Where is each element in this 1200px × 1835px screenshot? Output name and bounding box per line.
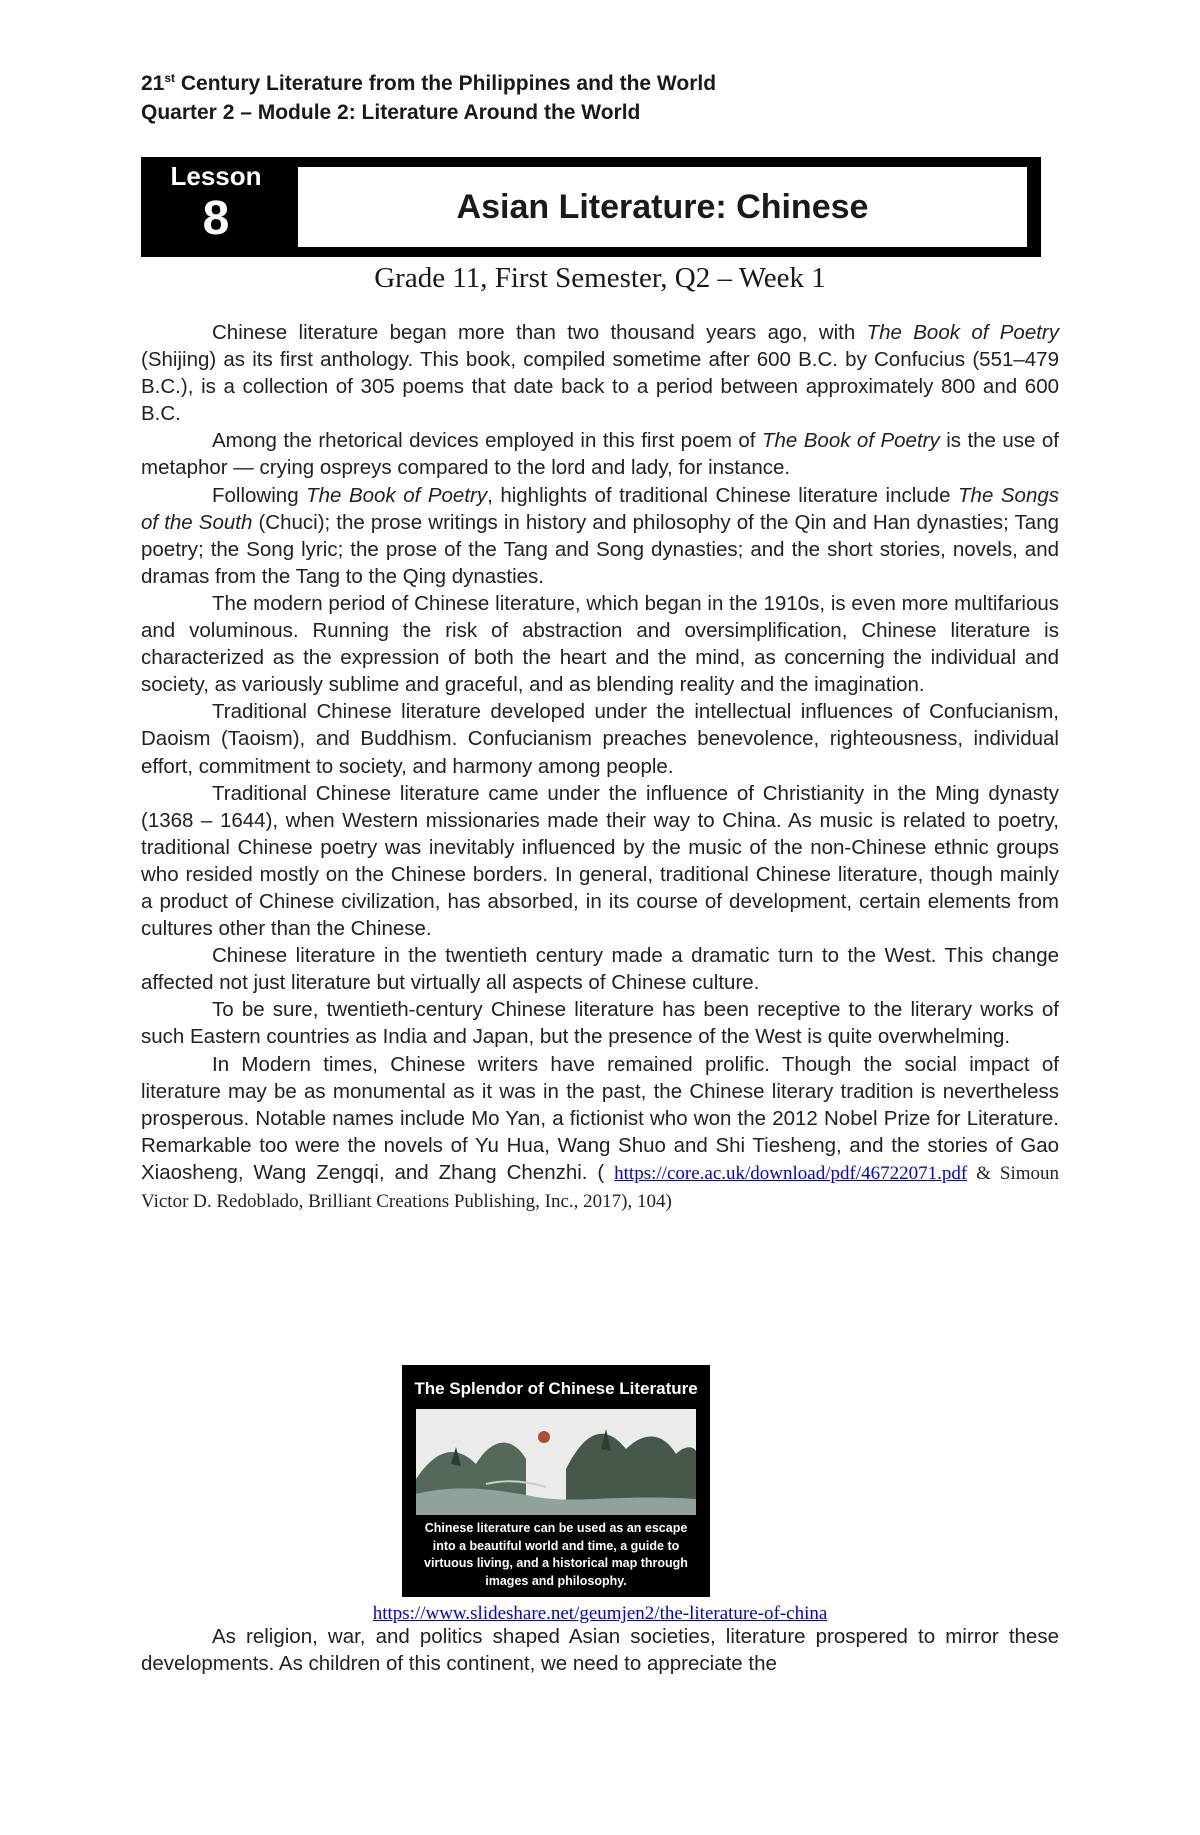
paragraph: Following The Book of Poetry, highlights of traditional Chinese literature include The Songs of the South (Chuci); the prose writings in history and philosophy of the Qin and Han dynasties; Tang poetry; the Song lyric; the prose of the Tang and Song dynasties; and the short stories, novels, and dramas from the Tang to the Qing dynasties.	[141, 483, 1060, 588]
infographic-title: The Splendor of Chinese Literature	[414, 1379, 698, 1398]
lesson-title: Asian Literature: Chinese	[456, 187, 869, 226]
paragraph: In Modern times, Chinese writers have remained prolific. Though the social impact of literature may be as monumental as it was in the past, the Chinese literary tradition is nevertheless prosperous. Notable names include Mo Yan, a fictionist who won the 2012 Nobel Prize for Literature. Remarkable too were the novels of Yu Hua, Wang Shuo and Shi Tiesheng, and the stories of Gao Xiaosheng, Wang Zengqi, and Zhang Chenzhi. ( https://core.ac.uk/download/pdf/46722071.pdf & Simoun Victor D. Redoblado, Brilliant Creations Publishing, Inc., 2017), 104)	[141, 1052, 1060, 1212]
infographic-caption: Chinese literature can be used as an escape into a beautiful world and time, a guide to virtuous living, and a historical map through images and philosophy.	[424, 1521, 688, 1588]
course-title: 21st Century Literature from the Philippines and the World	[141, 71, 717, 95]
paragraph: Among the rhetorical devices employed in this first poem of The Book of Poetry is the use of metaphor — crying ospreys compared to the lord and lady, for instance.	[141, 429, 1060, 480]
paragraph: To be sure, twentieth-century Chinese literature has been receptive to the literary works of such Eastern countries as India and Japan, but the presence of the West is quite overwhelming.	[141, 998, 1059, 1049]
slideshare-link[interactable]: https://www.slideshare.net/geumjen2/the-literature-of-china	[372, 1603, 828, 1624]
infographic-image	[402, 1365, 710, 1597]
lesson-title-panel	[298, 167, 1027, 247]
paragraph: As religion, war, and politics shaped Asian societies, literature prospered to mirror these developments. As children of this continent, we need to appreciate the	[141, 1625, 1059, 1676]
closing-text	[141, 1623, 1059, 1677]
body-text	[141, 319, 1059, 1215]
slideshare-link-line	[0, 1603, 1200, 1625]
lesson-label: Lesson	[170, 161, 262, 191]
lesson-number: 8	[202, 192, 230, 245]
landscape-painting-icon	[416, 1409, 696, 1515]
source-link[interactable]: https://core.ac.uk/download/pdf/46722071.pdf	[614, 1162, 968, 1184]
lesson-banner	[141, 157, 1041, 257]
grade-line: Grade 11, First Semester, Q2 – Week 1	[374, 262, 826, 294]
paragraph: Chinese literature began more than two thousand years ago, with The Book of Poetry (Shijing) as its first anthology. This book, compiled sometime after 600 B.C. by Confucius (551–479 B.C.), is a collection of 305 poems that date back to a period between approximately 800 and 600 B.C.	[141, 321, 1059, 426]
paragraph: The modern period of Chinese literature, which began in the 1910s, is even more multifarious and voluminous. Running the risk of abstraction and oversimplification, Chinese literature is characterized as the expression of both the heart and the mind, as concerning the individual and society, as variously sublime and graceful, and as blending reality and the imagination.	[141, 591, 1059, 697]
paragraph: Traditional Chinese literature developed under the intellectual influences of Confucianism, Daoism (Taoism), and Buddhism. Confucianism preaches benevolence, righteousness, individual effort, commitment to society, and harmony among people.	[141, 700, 1059, 778]
module-title: Quarter 2 – Module 2: Literature Around the World	[141, 101, 641, 124]
paragraph: Traditional Chinese literature came under the influence of Christianity in the Ming dynasty (1368 – 1644), when Western missionaries made their way to China. As music is related to poetry, traditional Chinese poetry was inevitably influenced by the music of the non-Chinese ethnic groups who resided mostly on the Chinese borders. In general, traditional Chinese literature, though mainly a product of Chinese civilization, has absorbed, in its course of development, certain elements from cultures other than the Chinese.	[141, 781, 1059, 941]
paragraph: Chinese literature in the twentieth century made a dramatic turn to the West. This change affected not just literature but virtually all aspects of Chinese culture.	[141, 944, 1059, 995]
